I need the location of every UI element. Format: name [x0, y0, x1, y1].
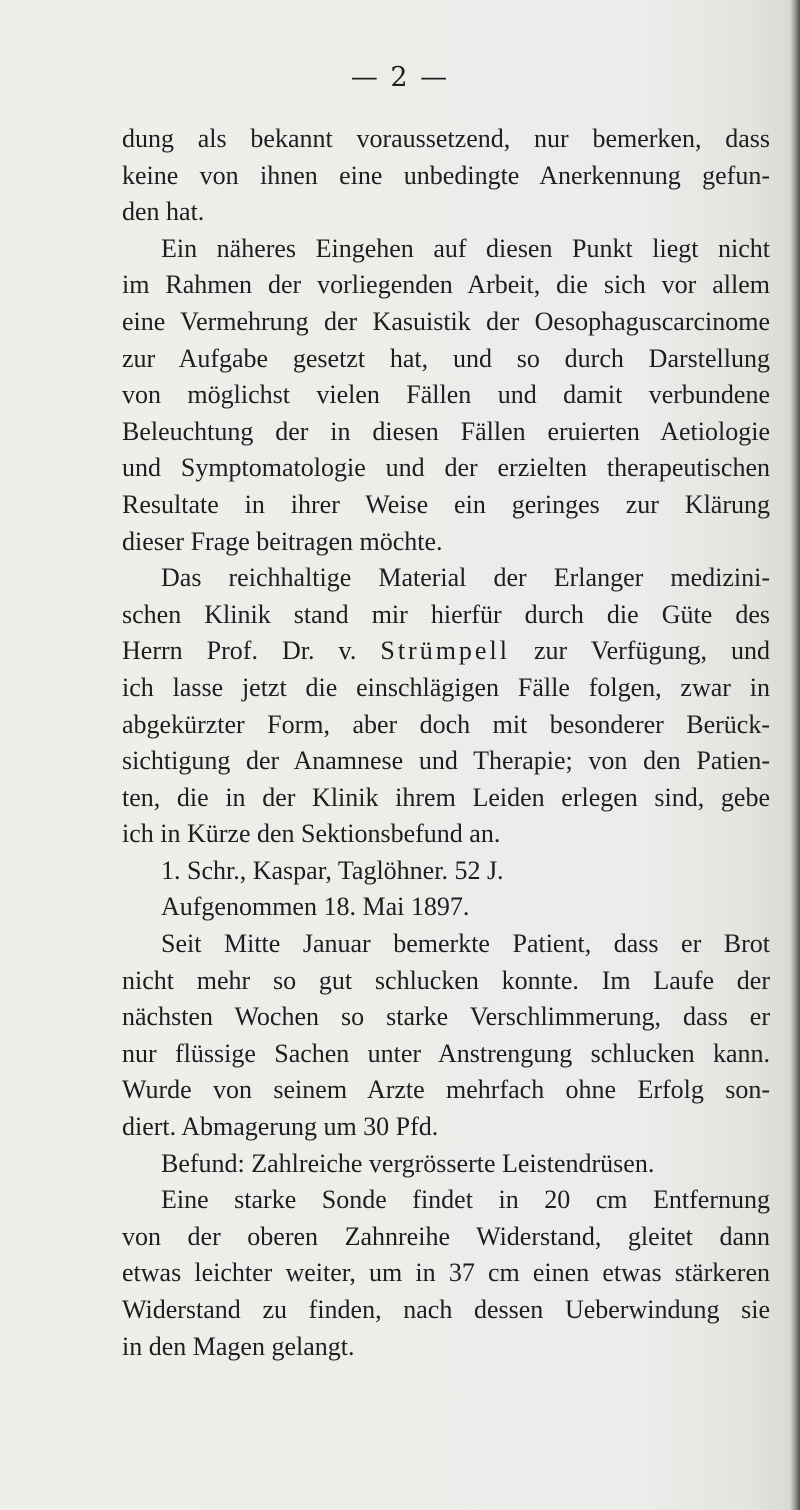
text-line: eine Vermehrung der Kasuistik der Oesophaguscarcinome	[122, 306, 770, 336]
text-line: Widerstand zu finden, nach dessen Ueberwindung sie	[122, 1295, 770, 1324]
text-line: dieser Frage beitragen möchte.	[122, 526, 443, 556]
page-number: — 2 —	[350, 62, 450, 93]
text-line: im Rahmen der vorliegenden Arbeit, die sich vor allem	[122, 270, 770, 300]
text-line: Das reichhaltige Material der Erlanger medizini-	[161, 563, 770, 593]
text-line-with-name	[122, 633, 770, 670]
text-line: Ein näheres Eingehen auf diesen Punkt liegt nicht	[161, 233, 770, 263]
text-line: ten, die in der Klinik ihrem Leiden erlegen sind, gebe	[122, 782, 770, 812]
text-line: abgekürzter Form, aber doch mit besonderer Berück-	[122, 709, 770, 739]
text-line: zur Aufgabe gesetzt hat, und so durch Darstellung	[122, 343, 770, 373]
text-line: nur flüssige Sachen unter Anstrengung schlucken kann.	[122, 1038, 770, 1068]
text-line: Wurde von seinem Arzte mehrfach ohne Erfolg son-	[122, 1075, 770, 1105]
text-line: Resultate in ihrer Weise ein geringes zur Klärung	[122, 489, 770, 519]
text-line: ich in Kürze den Sektionsbefund an.	[122, 819, 501, 849]
text-line: keine von ihnen eine unbedingte Anerkennung gefun-	[122, 160, 770, 190]
name-line-after: zur Verfügung, und	[509, 636, 770, 666]
text-line: nächsten Wochen so starke Verschlimmerung, dass er	[122, 1002, 770, 1032]
text-line: schen Klinik stand mir hierfür durch die Güte des	[122, 599, 770, 629]
text-line: von möglichst vielen Fällen und damit verbundene	[122, 380, 770, 410]
text-line: sichtigung der Anamnese und Therapie; von den Patien-	[122, 746, 770, 776]
text-line: etwas leichter weiter, um in 37 cm einen etwas stärkeren	[122, 1258, 770, 1288]
author-name-spaced: Strümpell	[380, 636, 510, 666]
page-spine-shadow	[790, 0, 800, 1510]
findings-line: Befund: Zahlreiche vergrösserte Leistendrüsen.	[161, 1148, 655, 1178]
body-text	[122, 121, 770, 1365]
text-line: nicht mehr so gut schlucken konnte. Im Laufe der	[122, 965, 770, 995]
text-line: von der oberen Zahnreihe Widerstand, gleitet dann	[122, 1221, 770, 1251]
admission-date: Aufgenommen 18. Mai 1897.	[161, 892, 470, 922]
text-line: diert. Abmagerung um 30 Pfd.	[122, 1112, 439, 1142]
name-line-before: Herrn Prof. Dr. v.	[122, 636, 381, 666]
text-line: und Symptomatologie und der erzielten therapeutischen	[122, 453, 770, 483]
text-line: dung als bekannt voraussetzend, nur bemerken, dass	[122, 124, 770, 153]
text-line: Eine starke Sonde findet in 20 cm Entfernung	[161, 1185, 770, 1215]
text-line: den hat.	[122, 197, 205, 227]
text-line: in den Magen gelangt.	[122, 1331, 355, 1361]
text-line: Beleuchtung der in diesen Fällen eruierten Aetiologie	[122, 416, 770, 446]
case-header: 1. Schr., Kaspar, Taglöhner. 52 J.	[161, 855, 504, 885]
text-line: ich lasse jetzt die einschlägigen Fälle folgen, zwar in	[122, 672, 770, 702]
text-line: Seit Mitte Januar bemerkte Patient, dass er Brot	[161, 929, 770, 959]
